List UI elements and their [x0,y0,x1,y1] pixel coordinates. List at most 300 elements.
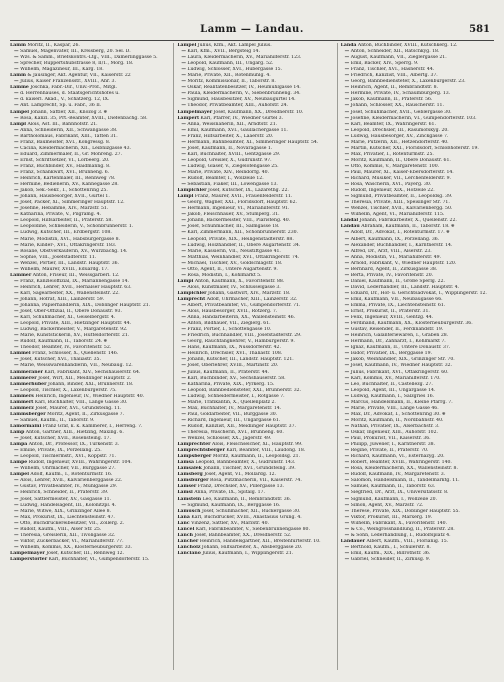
entry-name: Lamsl [177,490,193,496]
entry-details: Adolf, Uhrmacher, XIII., Lainzerstr. 32. [206,296,298,302]
entry-details: Hans, Kaufmann, IX., Nussdorferstr. 42. [187,345,281,351]
entry-details: Franz, Drechsler, XV., Pillergasse 13. [197,484,284,490]
entry-name: — [344,212,350,218]
entry-details: Heinrich, Lehrer, XVII., Hernalser Hauptstr. 63. [20,284,132,290]
entry-name: Lampel [10,109,29,115]
entry-name: Lampelmayer [177,109,213,115]
entry-name: Lamme [10,85,29,91]
entry-details: Oskar, Realitätenbesitzer, IV., Heumühlgasse 14. [187,85,301,91]
entry-name: — [14,127,19,133]
entry-details: Josef, Agent, VI., Mollardg. 12. [204,472,277,478]
entry-details: Marie, Kunststickerin, XV., Hütteldorferstr. 21. [20,333,130,339]
entry-name: — [344,157,350,163]
entry-details: Hermann, Dr., Zahnarzt, I., Kohlmarkt 7. [350,339,446,345]
entry-details: Leo, Buchhalter, II., Castellezg. 27. [350,381,433,387]
entry-name: — [344,514,350,520]
entry-details: Karl, Beamter, VIII., Laudong. 18. [226,448,306,454]
entry-name: — [344,436,350,442]
entry-details: Theresia, Private, XIII., Speisinger Str. 71. [350,200,450,206]
entry-details: Leopold, Tischler, X., Laxenburgerstr. 75. [20,387,117,393]
entry-name: — [181,157,186,163]
entry-details: Rudolf, Beamter, I., Wollzeile 12. [187,176,264,182]
entry-name: — [14,544,19,550]
entry-name: — [181,339,186,345]
entry-details: Josef, Schuhmacher, III., Salmgasse 18. [187,224,280,230]
entry-details: Johann, Fabrikarbeiter, X., Quellenstr. 22. [359,218,457,224]
entry-name: — [344,339,350,345]
column-2 [173,43,330,670]
entry-details: Karl, Buchhalter, XVIII., Gentzgasse 29. [187,151,281,157]
entry-details: Karl, Buchhalter, VI., Gumpendorferstr. 15. [48,556,150,562]
entry-details: Eduard, Zimmermaler, II., Gr. Mohreng. 27. [20,151,123,157]
entry-details: Richard, Kaufmann, VI., Esterhazyg. 20. [350,454,445,460]
entry-details: Theresia, Greislerin, XII., Tivoligasse 32. [20,532,116,538]
entry-details: Alfred, Dr., Arzt, VIII., Alserstr. 23. [350,248,432,254]
entry-name: — [344,272,350,278]
entry-name: Lancel [177,526,195,532]
entry-details: Sebastian, Fiaker, III., Löwengasse 13. [187,182,278,188]
entry-name: Lamsberg [177,472,203,478]
entry-details: Ludwig, Kaufmann, I., Salzgries 16. [350,393,435,399]
entry-details: Moritz, Kaufmann, II., Nordbahnstr. 40. [350,417,444,423]
entry-details: Leopold, Private, XIX., Heiligenstädterstr. 88. [187,236,294,242]
entry-name: — [181,284,186,290]
entry-name: — [181,393,186,399]
entry-name: — [14,266,19,272]
entry-name: — [181,254,186,260]
entry-details: Viktor, Prokurist, III., Marxerg. 19. [350,514,433,520]
entry-name: — [344,284,350,290]
entry-name: Lammeraner [10,369,43,375]
entry-details: Rosa, Kleidermacherin, XX., Wallensteinstr. 8. [350,466,458,472]
entry-details: Michael, Tischler, XV., Goldschlagstr. 18. [187,260,283,266]
entry-details: David, Lederhändler, III., Landstr. Hauptstr. 4. [350,284,460,290]
entry-name: — [344,151,350,157]
entry-details: Ludwig, Glaser, V., Ziegelofengasse 25. [187,163,279,169]
entry-name: — [344,176,350,182]
entry-details: Otto, Buchdruckereibesitzer, VII., Zollerg. 2. [20,520,125,526]
entry-name: — [14,176,19,182]
entry-details: Jakob, Kaufmann, II., Praterstr. 56. [350,97,433,103]
entry-name: Lanc [177,520,190,526]
entry-name: — [14,321,19,327]
entry-name: Lampert [177,115,200,121]
entry-name: — [344,544,350,550]
entry-name: — [344,85,350,91]
entry-details: Marie, Kassierin, VII., Neustiftgasse 41. [187,248,281,254]
entry-name: — [14,115,19,121]
entry-name: — [181,266,186,272]
entry-name: — [14,260,19,266]
entry-details: Rosa, Modistin, I., Kohlmarkt 5. [187,272,262,278]
entry-details: Franz, Maurer, XVII., Frauenfelderstr. 11. [194,194,293,200]
entry-details: Adolf, Dr., Advokat, I., Rotenturmstr. 17. 🕿 [350,230,450,236]
entry-details: Wilhelm, Fabrikant, X., Favoritenstr. 140. [350,520,448,526]
entry-details: Alexander, Buchhändler, I., Kärntnerstr. 14. [350,242,453,248]
entry-details: Josef, Kutscher, XVI., Thaliastr. 35. [20,357,101,363]
entry-name: — [344,206,350,212]
entry-name: Lammert [10,399,34,405]
entry-name: Lammerz [10,405,34,411]
entry-name: — [14,502,19,508]
entry-name: — [344,351,350,357]
entry-name: — [344,236,350,242]
entry-name: — [14,478,19,484]
entry-details: Karl, Schuhmacher, XI., Geiselbergstr. 4. [20,315,116,321]
entry-name: — [14,157,19,163]
entry-name: — [14,538,19,544]
entry-details: Anna, Schneiderin, XII., Schwangasse 38. [20,127,118,133]
entry-details: Richard, Musiker, VII., Lerchenfelderstr. 9. [350,176,452,182]
entry-details: Regine, Private, II., Praterstr. 70. [350,448,429,454]
entry-name: — [181,369,186,375]
entry-name: — [14,333,19,339]
entry-name: — [14,514,19,520]
entry-name: — [14,230,19,236]
entry-name: Lancholz [177,544,201,550]
entry-details: Wenzel, Tischler, XVII., Kalvarienbergg. 50. [350,206,453,212]
entry-name: Lamormaini [10,423,42,429]
entry-name: — [14,242,19,248]
entry-details: d. Herrenhauses, d. Staatsgerichtshofes u. [20,91,120,97]
entry-name: — [181,405,186,411]
running-head: Lamm — Landau. [200,24,304,35]
entry-name: — [181,309,186,315]
entry-name: Lammer [10,272,32,278]
entry-name: — [181,97,186,103]
entry-name: Lampichler [177,188,207,194]
entry-name: — [181,61,186,67]
entry-name: — [14,417,19,423]
entry-name: — [181,272,186,278]
entry-name: — [344,315,350,321]
entry-name: — [14,182,19,188]
entry-details: Josef, Wirt, XII., Meidlinger Hauptstr. 2. [38,375,132,381]
entry-details: Julius, Kfm., Akt. Lampel Julius. [197,43,272,48]
entry-name: — [14,55,19,61]
entry-details: d. kaiserl. Akad., V., Schatzerg. 12, IX. [20,97,110,103]
entry-name: — [344,363,350,369]
entry-details: Sophie, VIII., Josefstädterstr. 11. [20,254,97,260]
entry-name: Lanciano [177,550,201,556]
entry-details: Karl, Kommis, XV., Mariahilferstr. 170. [350,375,441,381]
entry-name: Lampi [177,278,194,284]
entry-name: — [344,97,350,103]
entry-details: Alois, Ast. III., Bahnhofstr. 21. [27,121,98,127]
entry-name: Lamusch [177,508,201,514]
entry-details: Ludwig, Hausbesorger, XV., Zinckgasse 7. [350,133,449,139]
entry-details: Anna, Weissnäherin, XII., Arndtstr. 21. [187,121,278,127]
entry-details: Max, Privatier, I., Rotenturmstr. 25. [350,151,434,157]
entry-details: Alois, Lehrer, XVII., Kalvarienberggasse 22. [20,478,123,484]
entry-name: Lamm [10,73,26,79]
entry-name: — [14,163,19,169]
entry-details: Hermine, Private, IV., Schaumburgerg. 13. [350,91,451,97]
entry-name: — [181,79,186,85]
entry-name: — [344,169,350,175]
entry-details: Alois, Fleischselcher, XI., Hauptstr. 99. [212,442,303,448]
entry-details: Johann, Hilfsarbeiter, X., Absberggasse 20. [201,544,303,550]
entry-details: Johann, Bäckermeister, VIII., Piaristeng. 40. [187,218,291,224]
entry-name: — [14,254,19,260]
entry-name: — [181,121,186,127]
entry-name: — [14,290,19,296]
entry-name: — [14,145,19,151]
entry-details: Moritz, Kaufmann, II., Obere Donaustr. 61. [350,157,451,163]
entry-name: — [14,339,19,345]
entry-name: — [14,357,19,363]
entry-details: Gabriel, Schneider, II., Zirkusg. 9. [350,556,431,562]
entry-name: — [181,49,186,55]
entry-name: — [344,466,350,472]
entry-details: Marie, Modistin, XVI., Habsburgergasse 8. [20,236,120,242]
entry-name: Lamm [10,43,26,48]
entry-details: Friedrich, Buchhändler, VIII., Josefstädterstr. 29. [187,333,302,339]
directory-columns [10,43,494,670]
entry-details: Paul, Maurer, XI., Kaiser-Ebersdorferstr. 14. [350,169,454,175]
entry-details: Franz Graf, k. k. Kämmerer, I., Herreng. 7. [42,423,143,429]
entry-details: Wenzel, Portier, III., Landstr. Hauptstr. 36. [20,260,120,266]
entry-details: Emilie, Private, IX., Porzellang. 25. [20,448,102,454]
entry-details: Martin, Kutscher, XXI., Floridsdorf, Schloßhoferstr. 19. [350,145,479,151]
entry-name: — [344,454,350,460]
entry-name: — [344,387,350,393]
entry-name: Lamsalek [177,466,202,472]
entry-name: — [181,182,186,188]
entry-details: Marie, Putzerin, XII., Hetzendorferstr. 40. [350,139,449,145]
entry-details: Rosa, Kanzl. 35, Prt.-Beamter, XVIII., Diefenbachg. 58. [20,115,148,121]
entry-details: Anna, Modistin, VI., Mariahilferstr. 49. [350,254,442,260]
entry-name: — [344,478,350,484]
entry-details: Karl, Sägearbeiter, XX., Wallensteinstr. 22. [20,290,120,296]
entry-name: — [344,345,350,351]
entry-name: — [14,448,19,454]
entry-name: — [344,411,350,417]
entry-name: Lampel [10,472,29,478]
entry-details: Robert, Beamter, XVIII., Währingerstr. 140. [350,460,452,466]
entry-name: — [181,139,186,145]
entry-details: Viktor, Zuckerbäcker, VI., Mariahilferstr. 77. [20,538,124,544]
entry-details: Karl, Buchbinder, XV., Sechshauserstr. 58. [187,375,286,381]
page-header [10,24,494,38]
entry-details: Karl, Fabrikbeamter, V., Siebenbrunnengasse 80. [195,526,310,532]
entry-name: — [344,423,350,429]
entry-name: Lammel [10,351,31,357]
header-rule [10,40,494,41]
entry-name: Lampe [10,460,28,466]
entry-details: Rosalie, Obstverkäuferin, XV., Wurzbachg. 14. [20,248,128,254]
entry-details: Ludwig, Bäckermeister, V., Margaretenstr. 92. [20,327,128,333]
entry-name: — [181,145,186,151]
entry-name: — [344,127,350,133]
entry-details: Anton, Friseur, III., Weissgärberl. 12. [32,272,120,278]
entry-name: Lampichler [177,290,207,296]
entry-details: Paul, Prokurist, VII., Kaiserstr. 36. [350,436,431,442]
entry-details: Alois, Hausbesorger, XVII., Rötzerg. 7. [187,309,278,315]
entry-details: Ant. Lamprecht, Sp. u. Fabr., 36 II. [20,103,102,109]
entry-details: Karl, Fabrikant, XIV., Sechshauserstr. 64. [44,369,141,375]
entry-details: Marie, Witwe, XIX., Grinzinger Allee 8. [20,508,112,514]
entry-name: — [14,454,19,460]
entry-name: — [344,182,350,188]
entry-details: Heinrich, Ingenieur, IV., Wiedner Hauptstr. 40. [35,393,145,399]
entry-name: — [344,502,350,508]
entry-details: Ferdinand, Kaufmann, XX., Klosterneuburgerstr. 36. [350,321,473,327]
entry-name: — [14,484,19,490]
entry-name: — [344,526,350,532]
entry-details: Max, Buchhalter, IV., Margaretenstr. 14. [187,405,282,411]
entry-name: — [344,278,350,284]
entry-details: Berta, Private, IV., Favoritenstr. 20. [350,272,434,278]
entry-details: Moritz, Kaufmann, II., Leopoldsg. 21. [212,454,301,460]
entry-details: Wilhelm, Magazineur, III., Karg. 18. [20,67,104,73]
entry-details: Leopold, Hilfsarbeiter, II., Praterstr. 58. [20,218,113,224]
entry-name: — [14,436,19,442]
entry-details: Georg, Bahnbediensteter, X., Laxenburgerstr. 23. [350,79,466,85]
entry-name: — [14,79,19,85]
entry-details: Leopold, Tischlermstr., XVI., Koppstr. 71. [20,454,116,460]
entry-name: — [181,85,186,91]
entry-name: — [344,55,350,61]
entry-details: Emil, Kaufmann, VII., Neubaugasse 66. [350,296,443,302]
entry-name: — [344,472,350,478]
entry-details: Otto, Kommis, V., Margaretenstr. 100. [350,163,440,169]
entry-name: — [181,169,186,175]
entry-name: — [181,363,186,369]
entry-details: Julius, Kaufmann, II., Praterstr. 44. [187,369,270,375]
entry-details: Siegfried, Dr., Arzt, IX., Universitätsstr. 8. [350,490,449,496]
entry-details: Leopold, Private, XIII., Hietzinger Hauptstr. 44. [20,321,132,327]
entry-name: — [14,387,19,393]
entry-name: — [181,351,186,357]
entry-name: — [344,399,350,405]
entry-details: Ludwig, Kutscher, III., Erdbergstr. 108. [20,230,112,236]
entry-name: — [344,490,350,496]
entry-name: — [181,327,186,333]
entry-details: Marie, Private, VIII., Lange Gasse 46. [350,405,439,411]
entry-name: — [344,381,350,387]
entry-details: Wenzel, Schlosser, XX., Jägerstr. 49. [187,436,272,442]
entry-name: — [344,327,350,333]
entry-name: — [344,430,350,435]
directory-entry [10,557,167,563]
entry-details: Albert, Privatbeamter, VI., Gumpendorferstr. 71. [187,303,301,309]
entry-name: — [344,357,350,363]
entry-name: — [14,200,19,206]
entry-details: Rosa, Putzmacherin, VII., Kaiserstr. 74. [209,478,302,484]
entry-name: — [344,133,350,139]
entry-details: Leopold, Bahnbediensteter, XXI., Brünnerstr. 32. [187,387,302,393]
entry-name: — [344,115,350,121]
entry-details: Josef, Kaufmann, XX., Dresdnerstr. 10. [213,109,304,115]
entry-details: Heinrich, Agent, II., Rembrandtstr. 8. [350,85,439,91]
entry-name: — [344,188,350,194]
entry-details: Jakob, Weinhändler, XIX., Grinzinger Str. 70. [350,357,455,363]
entry-name: — [181,411,186,417]
entry-details: Josef, Kaufmann, II., Novaragasse 1. [187,145,273,151]
entry-details: Vinzenz, Sattler, XV., Märzstr. 40. [191,520,269,526]
entry-name: — [344,484,350,490]
entry-name: — [14,309,19,315]
directory-entry [177,551,330,557]
entry-details: Marie, Private, XIV., Reindorfg. 40. [187,169,270,175]
entry-name: — [14,508,19,514]
entry-name: — [344,103,350,109]
entry-name: — [181,399,186,405]
entry-name: — [344,321,350,327]
entry-name: — [14,67,19,73]
entry-details: Alois, Kunstmaler, IV., Schlüsselgasse 3. [187,284,281,290]
entry-details: Moritz, Kommissionär, II., Taborstr. 8. [187,79,276,85]
entry-details: Josefine, Hebamme, XIV., Märzstr. 51. [20,206,109,212]
entry-name: Lampa [10,442,28,448]
entry-details: Simon, Agent, XV., Märzstr. 72. [350,502,424,508]
entry-name: — [181,103,186,109]
entry-name: — [344,79,350,85]
entry-details: Laura, Kleidermacherin, XV., Mariahilferstr. 123. [187,55,302,61]
entry-details: Josef, Packer, XI., Simmeringer Hauptstr. 12. [20,200,125,206]
entry-name: — [344,61,350,67]
entry-details: Adolf, Kaufm., I., Rotenturmstr. 16. [30,472,113,478]
entry-name: Lampsberger [177,454,212,460]
entry-name: — [181,436,186,442]
entry-details: Matthias, Weinhändler, XVI., Ottakringerstr. 74. [187,254,300,260]
entry-details: Bernhard, Agent, II., Zirkusgasse 38. [350,266,438,272]
entry-details: Theodor, Beamter, IV., Favoritenstr. 52. [20,345,112,351]
entry-name: — [181,212,186,218]
entry-details: Franz, Buchbinder, XV., Haidmanng. 8. [20,163,111,169]
entry-name: Lampl [10,121,27,127]
entry-details: Julius, Kaiser Franzensstr., XVIII., Ahr. 3. [20,79,116,85]
entry-details: Heinrich, Kartenmaler, III., Rennweg 78. [20,176,116,182]
entry-name: Lamstein [177,496,202,502]
entry-details: August, Kaufmann, VII., Zieglergasse 21. [350,55,447,61]
column-1 [10,43,167,670]
entry-name: — [14,91,19,97]
entry-name: — [14,236,19,242]
entry-name: — [344,248,350,254]
entry-details: Hermine, Bedienerin, XV., Kannegasse 28. [20,182,119,188]
entry-details: Gustav, Privatbeamter, IV., Mühlgasse 29. [20,484,118,490]
entry-details: Johann, Binder, XXI., Brünnerstr. 18. [47,381,134,387]
entry-name: — [181,357,186,363]
entry-details: Rudolf, Kaufmann, IV., Margaretenstr. 3. [350,472,446,478]
entry-name: — [181,333,186,339]
entry-details: Josef, Kutscher, III., Rennweg 12. [46,550,125,556]
entry-details: Anton, Dr., Professor, IX., Türkenstr. 3. [28,442,120,448]
entry-details: Franz, Schlosser, X., Quellenstr. 146. [32,351,119,357]
entry-details: Friedrich, Kanzlist, VIII., Albertg. 37. [350,73,438,79]
entry-details: Josef, Bahnbeamter, XX., Dresdnerstr. 52. [194,532,292,538]
entry-name: — [14,139,19,145]
entry-name: Lamprechter [177,442,211,448]
entry-details: Theresia, Wäscherin, XVI., Brunneng. 60. [187,430,284,435]
entry-details: Hermann, Ingenieur, VI., Mariahilferstr. 91. [187,206,290,212]
entry-details: Josef, Oberlehrer, XVIII., Martinstr. 20. [187,363,279,369]
entry-name: — [344,67,350,73]
entry-details: Marie, Weisswarenhändlerin, VII., Neubaug. 12. [20,363,133,369]
entry-details: Jakob, Sek.-Sekr., I., Schottenring 25. [20,188,108,194]
entry-name: — [181,151,186,157]
entry-details: Paula, Kleidermacherin, V., Siebenbrunneng. 34. [187,91,301,97]
entry-name: — [181,224,186,230]
entry-name: Lamprechtsberger [177,448,225,454]
entry-details: Johann, Gastwirt, XIV., Märzstr. 18. [208,290,291,296]
entry-details: & Jausinger, Akt. Agentur, VII., Kaiserstr. 22 [27,73,131,79]
entry-name: — [344,448,350,454]
entry-name: — [14,151,19,157]
entry-details: Johann, Kutscher, III., Landstr. Hauptstr. 121. [187,357,294,363]
